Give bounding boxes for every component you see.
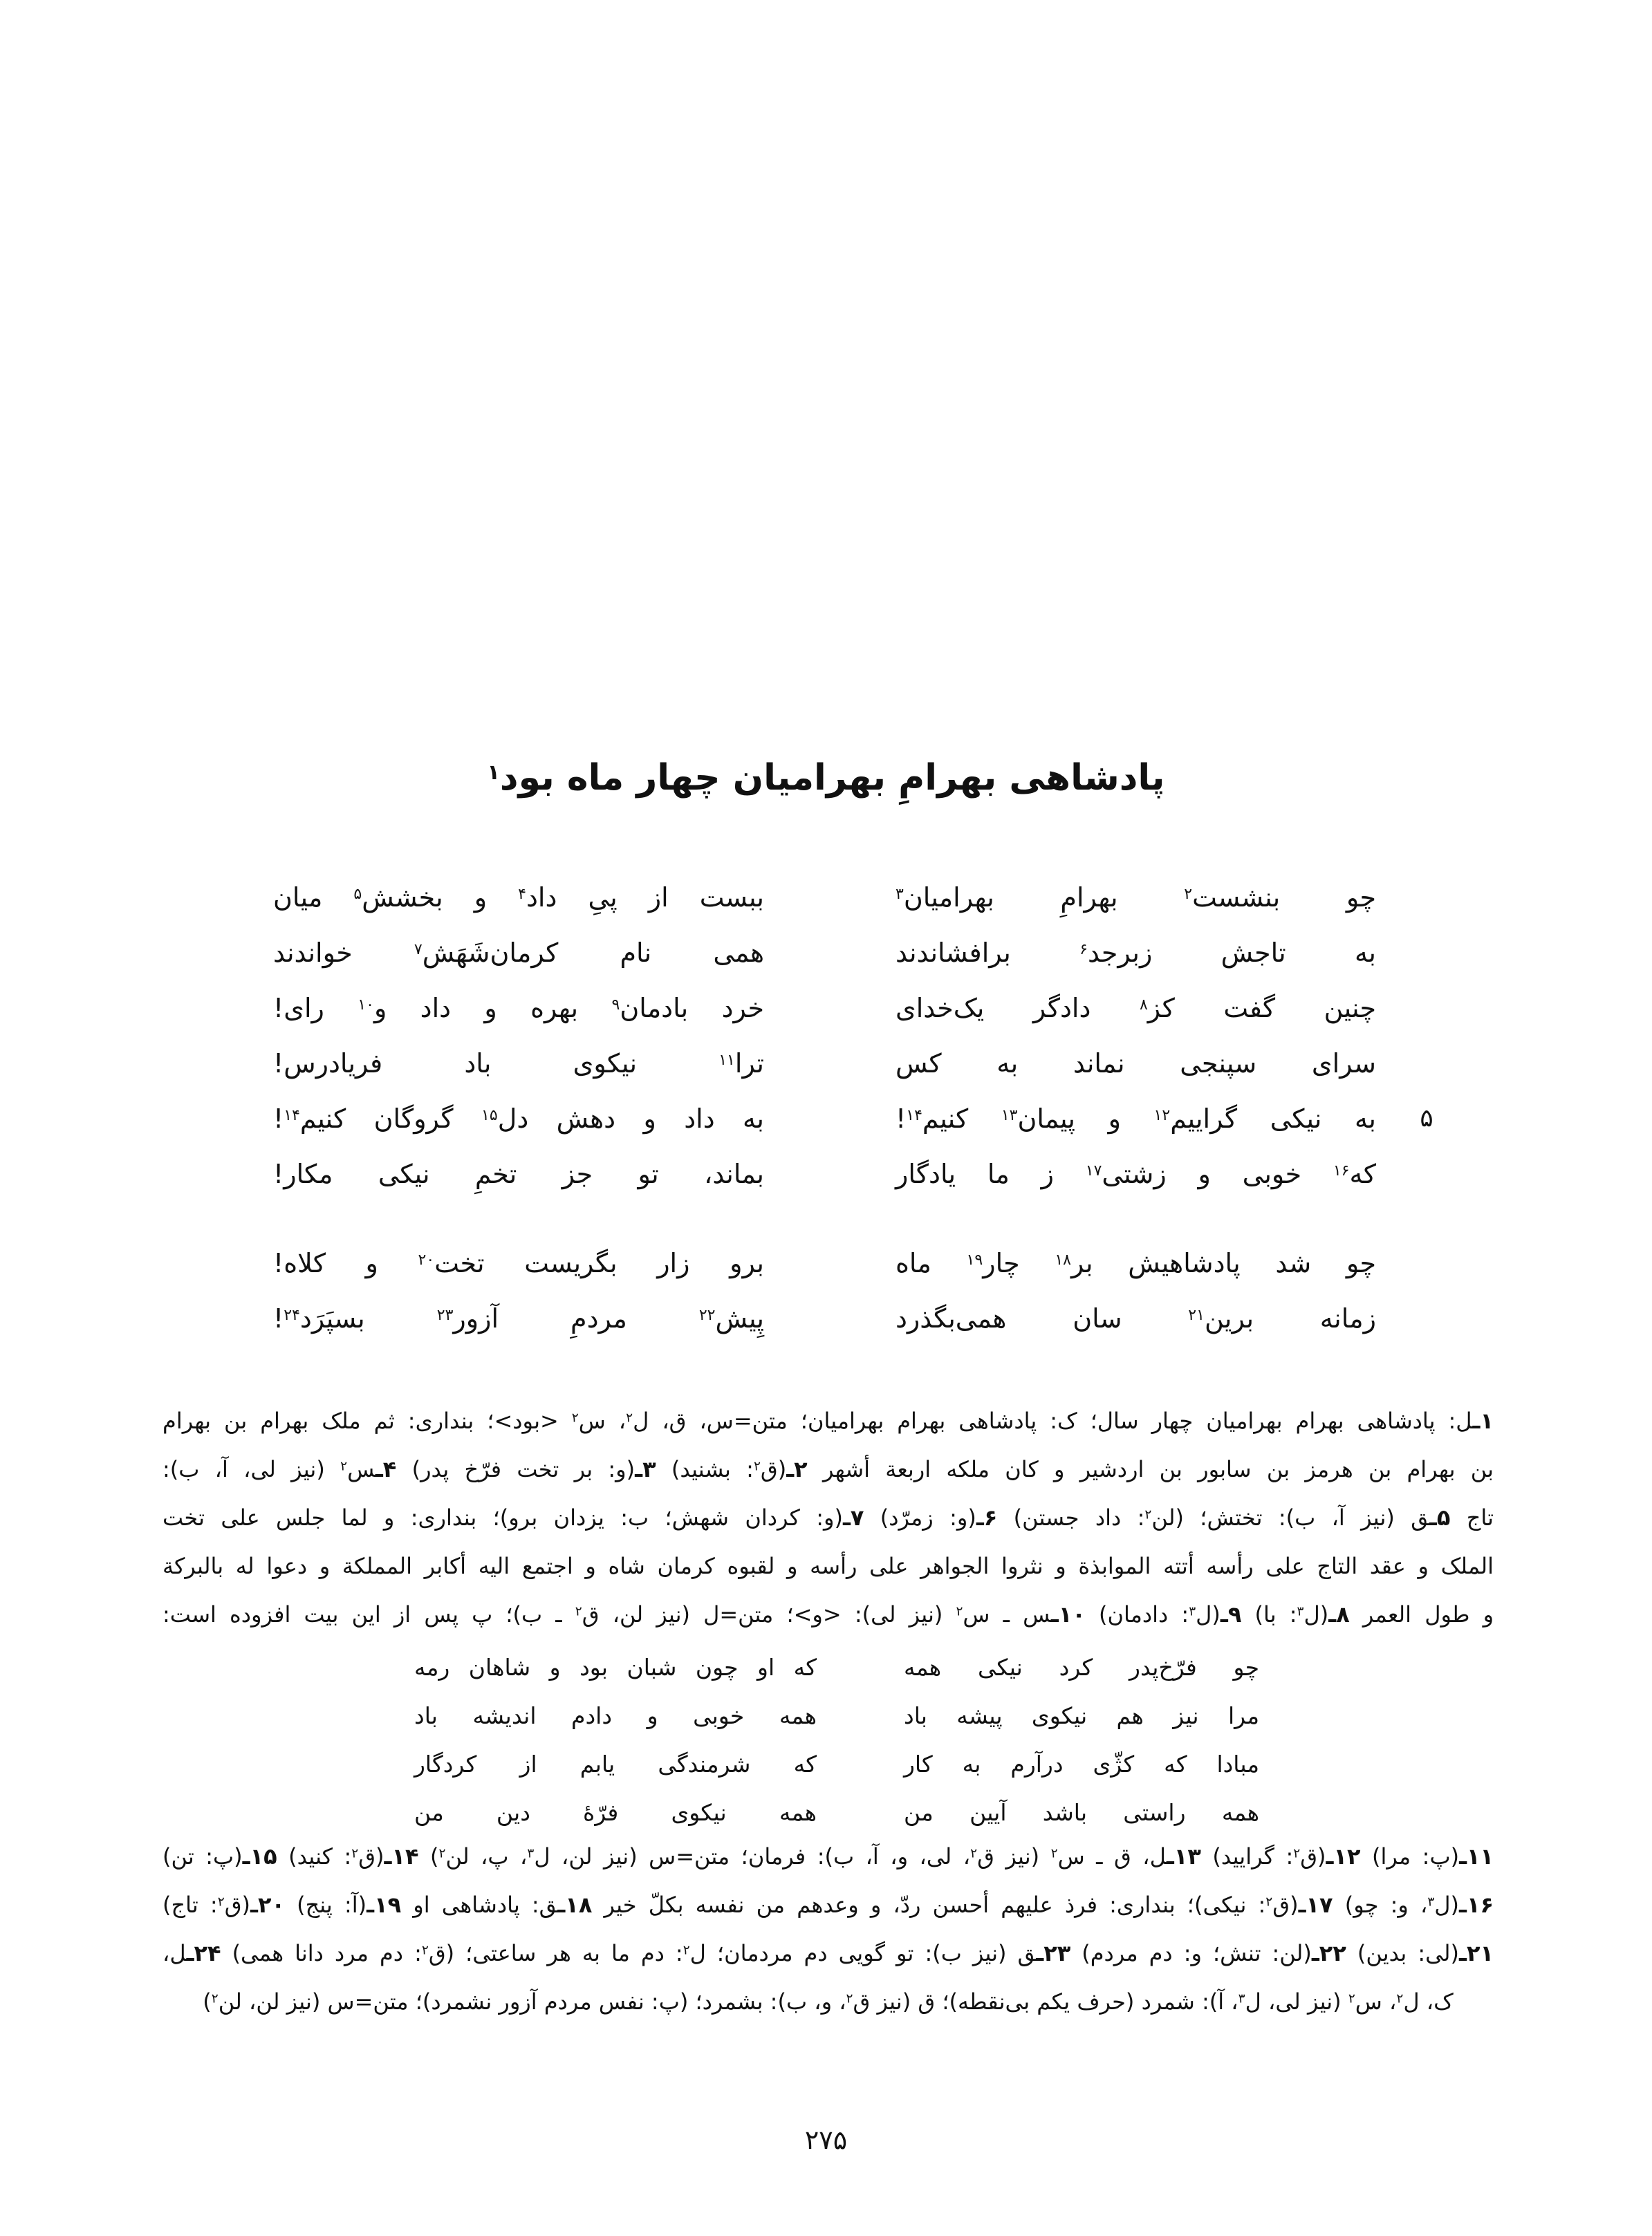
footnote-line: و طول العمر ۸ـ(ل$^۳$: با) ۹ـ(ل$^۳$: دادمان) ۱۰ـس ـ س$^۲$ (نیز لی): <و>؛ متن=ل (نیز لن، ق$^۲$ ـ ب)؛ پ پس از این بیت افزوده است: [163, 1601, 1494, 1628]
hemistich-left: ترا$^{۱۱}$ نیکوی باد فریادرس! [273, 1048, 764, 1079]
poem-line [273, 1036, 1376, 1091]
footnote-inserted-verses [414, 1643, 1259, 1837]
hemistich-right: همه راستی باشد آیین من [904, 1799, 1259, 1826]
hemistich-right: چو بنشست$^۲$ بهرامِ بهرامیان$^۳$ [895, 882, 1376, 913]
hemistich-left: ببست از پیِ داد$^۴$ و بخشش$^۵$ میان [273, 882, 764, 913]
footnote-line: بن بهرام بن هرمز بن سابور بن اردشیر و کان ملکه اربعة أشهر ۲ـ(ق$^۲$: بشنید) ۳ـ(و: بر تخت فرّخ پدر) ۴ـس$^۲$ (نیز لی، آ، ب): [163, 1456, 1494, 1482]
hemistich-left: همه نیکوی فرّهٔ دین من [414, 1799, 817, 1826]
verse-line-number: ۵ [1420, 1104, 1433, 1133]
poem-line [273, 1236, 1376, 1291]
hemistich-left: همه خوبی و دادم اندیشه باد [414, 1702, 817, 1729]
poem-line [273, 1291, 1376, 1346]
footnote-line: ۱ـل: پادشاهی بهرام بهرامیان چهار سال؛ ک: پادشاهی بهرام بهرامیان؛ متن=س، ق، ل$^۲$، س$^۲$ <بود>؛ بنداری: ثم ملک بهرام بن بهرام [163, 1408, 1494, 1434]
footnote-line: ۱۶ـ(ل$^۳$، و: چو) ۱۷ـ(ق$^۲$: نیکی)؛ بنداری: فرذ علیهم أحسن ردّ، و وعدهم من نفسه بکلّ خیر ۱۸ـق: پادشاهی او ۱۹ـ(آ: پنج) ۲۰ـ(ق$^۲$: تاج) [163, 1892, 1494, 1918]
hemistich-right: چو شد پادشاهیش بر$^{۱۸}$ چار$^{۱۹}$ ماه [895, 1248, 1377, 1278]
hemistich-left: برو زار بگریست تخت$^{۲۰}$ و کلاه! [273, 1248, 764, 1278]
hemistich-right: سرای سپنجی نماند به کس [895, 1048, 1376, 1079]
hemistich-right: چو فرّخ‌پدر کرد نیکی همه [904, 1654, 1259, 1681]
poem-line [273, 1146, 1376, 1202]
hemistich-left: که شرمندگی یابم از کردگار [414, 1751, 817, 1778]
footnote-line: ک، ل$^۲$، س$^۲$ (نیز لی، ل$^۳$، آ): شمرد (حرف یکم بی‌نقطه)؛ ق (نیز ق$^۲$، و، ب): بشمرد؛ (پ: نفس مردم آزور نشمرد)؛ متن=س (نیز لن، لن$^۲$) [203, 1988, 1454, 2015]
hemistich-left: که او چون شبان بود و شاهان رمه [414, 1654, 817, 1681]
hemistich-right: مرا نیز هم نیکوی پیشه باد [904, 1702, 1259, 1729]
footnote-line: ۲۱ـ(لی: بدین) ۲۲ـ(لن: تنش؛ و: دم مردم) ۲۳ـق (نیز ب): تو گویی دم مردمان؛ ل$^۲$: دم ما به هر ساعتی؛ (ق$^۲$: دم مرد دانا همی) ۲۴ـل، [163, 1940, 1494, 1966]
hemistich-left: خرد بادمان$^۹$ بهره و داد و$^{۱۰}$ رای! [273, 993, 765, 1023]
footnotes-apparatus-bottom [163, 1832, 1494, 2026]
poem-line [273, 925, 1376, 980]
hemistich-right: که$^{۱۶}$ خوبی و زشتی$^{۱۷}$ ز ما یادگار [895, 1159, 1376, 1189]
hemistich-right: چنین گفت کز$^۸$ دادگر یک‌خدای [895, 993, 1376, 1023]
inserted-verse-line [414, 1789, 1259, 1837]
hemistich-left: به داد و دهش دل$^{۱۵}$ گروگان کنیم$^{۱۴}$! [273, 1103, 764, 1134]
inserted-verse-line [414, 1643, 1259, 1692]
page-number: ۲۷۵ [804, 2125, 848, 2155]
footnote-line: تاج ۵ـق (نیز آ، ب): تختش؛ (لن$^۲$: داد جستن) ۶ـ(و: زمرّد) ۷ـ(و: کردان شهش؛ ب: یزدان برو)؛ بنداری: و لما جلس علی تخت [163, 1504, 1494, 1531]
hemistich-left: پِیش$^{۲۲}$ مردمِ آزور$^{۲۳}$ بسپَرَد$^{۲۴}$! [273, 1303, 764, 1334]
hemistich-right: مبادا که کژّی درآرم به کار [904, 1751, 1259, 1778]
footnotes-apparatus-top [163, 1397, 1494, 1639]
poem-stanza-2 [273, 1236, 1376, 1346]
hemistich-left: همی نام کرمان‌شَهَش$^۷$ خواندند [273, 938, 765, 968]
poem-line [273, 870, 1376, 925]
inserted-verse-line [414, 1740, 1259, 1789]
poem-line [273, 1091, 1376, 1146]
inserted-verse-line [414, 1692, 1259, 1740]
footnote-line: ۱۱ـ(پ: مرا) ۱۲ـ(ق$^۲$: گرایید) ۱۳ـل، ق ـ س$^۲$ (نیز ق$^۲$، لی، و، آ، ب): فرمان؛ متن=س (نیز لن، ل$^۳$، پ، لن$^۲$) ۱۴ـ(ق$^۲$: کنید) ۱۵ـ(پ: تن) [163, 1843, 1494, 1870]
footnote-line: الملک و عقد التاج علی رأسه أتته الموابذة و نثروا الجواهر علی رأسه و لقبوه کرمان شاه و اجتمع الیه أکابر المملکة و دعوا له بالبرکة [163, 1553, 1494, 1579]
hemistich-right: به نیکی گراییم$^{۱۲}$ و پیمان$^{۱۳}$ کنیم$^{۱۴}$! [895, 1103, 1376, 1134]
hemistich-right: زمانه برین$^{۲۱}$ سان همی‌بگذرد [895, 1303, 1376, 1334]
hemistich-left: بماند، تو جز تخمِ نیکی مکار! [273, 1159, 764, 1189]
hemistich-right: به تاجش زبرجد$^۶$ برافشاندند [895, 938, 1376, 968]
chapter-title: پادشاهی بهرامِ بهرامیان چهار ماه بود$^۱$ [487, 757, 1165, 799]
poem-stanza-1 [273, 870, 1376, 1202]
poem-line [273, 980, 1376, 1036]
